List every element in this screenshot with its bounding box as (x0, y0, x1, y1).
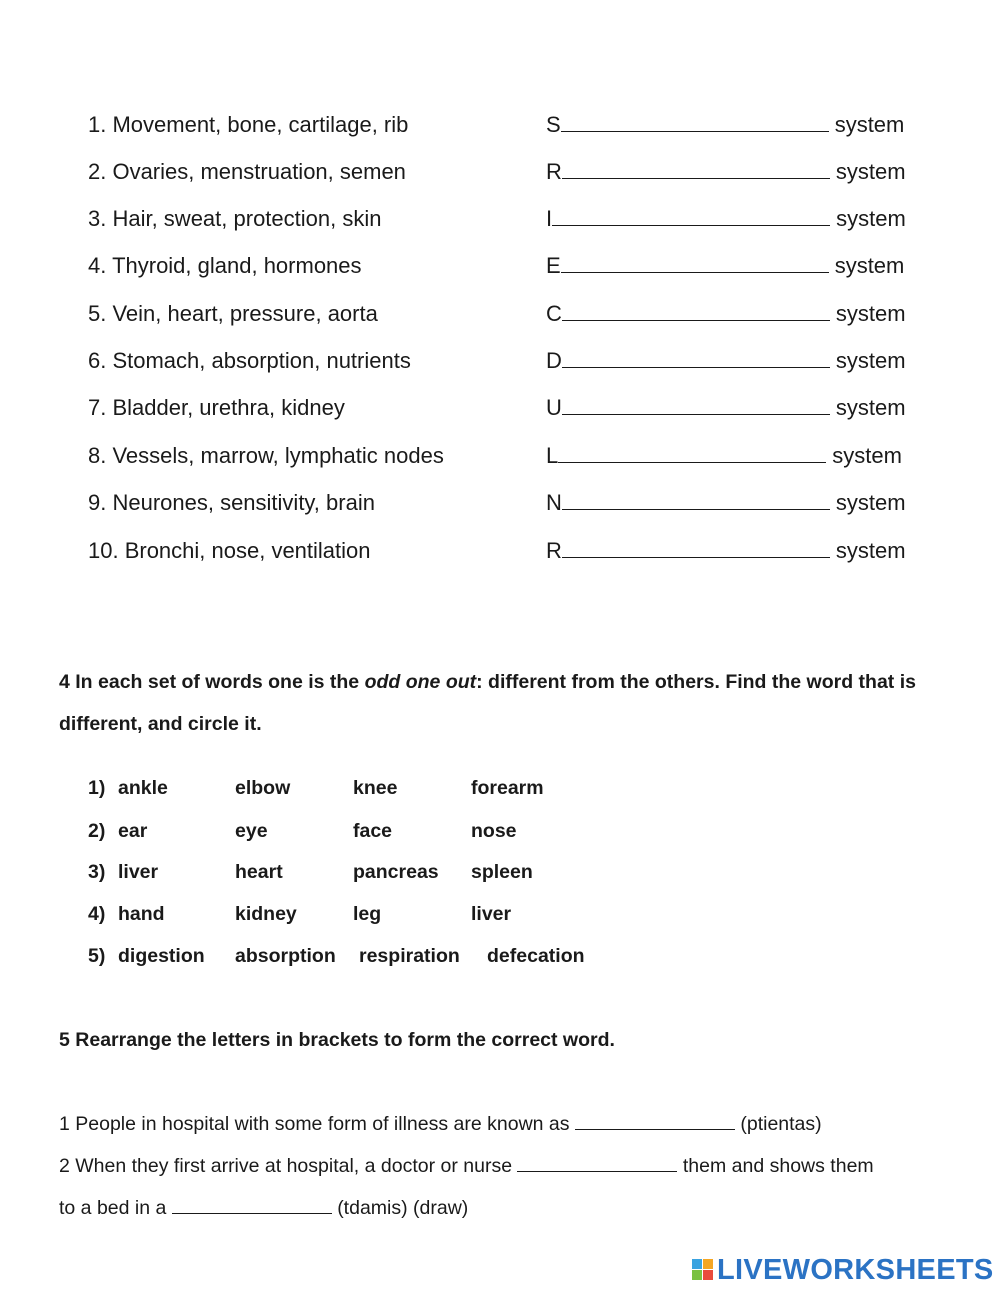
logo-square (703, 1270, 713, 1280)
sentence-1 (59, 1109, 822, 1139)
set-number: 2) (88, 820, 106, 842)
system-answer-blank[interactable] (562, 154, 830, 179)
system-answer (546, 105, 904, 145)
system-clue: 10. Bronchi, nose, ventilation (88, 538, 371, 563)
system-suffix: system (836, 206, 906, 231)
system-answer-blank[interactable] (562, 296, 830, 321)
logo-square (703, 1259, 713, 1269)
system-answer (546, 341, 906, 381)
system-answer-blank[interactable] (562, 485, 830, 510)
word-option[interactable]: defecation (487, 945, 585, 967)
logo-square (692, 1259, 702, 1269)
word-option[interactable]: ear (118, 820, 148, 842)
system-answer-blank[interactable] (561, 107, 829, 132)
system-initial: I (546, 206, 553, 231)
system-clue: 4. Thyroid, gland, hormones (88, 253, 362, 278)
word-option[interactable]: knee (353, 777, 398, 799)
system-answer (546, 246, 904, 286)
word-option[interactable]: nose (471, 820, 517, 842)
heading-text: : different from the others. Find the word that is different, and circle it. (59, 671, 916, 735)
system-suffix: system (835, 395, 906, 420)
word-option[interactable]: absorption (235, 945, 336, 967)
set-number: 5) (88, 945, 106, 967)
system-suffix: system (834, 112, 905, 137)
sentence-2 (59, 1151, 874, 1181)
system-clue: 2. Ovaries, menstruation, semen (88, 159, 406, 184)
answer-blank[interactable] (172, 1195, 332, 1214)
system-suffix: system (835, 348, 906, 373)
system-answer (546, 294, 906, 334)
system-clue: 7. Bladder, urethra, kidney (88, 395, 345, 420)
system-initial: U (546, 395, 562, 420)
system-initial: D (546, 348, 562, 373)
system-row (0, 246, 1000, 286)
system-row (0, 388, 1000, 428)
logo-square (692, 1270, 702, 1280)
system-initial: C (546, 301, 562, 326)
word-option[interactable]: digestion (118, 945, 205, 967)
answer-blank[interactable] (575, 1111, 735, 1130)
system-suffix: system (834, 253, 905, 278)
answer-blank[interactable] (517, 1153, 677, 1172)
system-suffix: system (835, 538, 906, 563)
system-clue: 8. Vessels, marrow, lymphatic nodes (88, 443, 444, 468)
system-answer (546, 483, 906, 523)
liveworksheets-logo (692, 1253, 994, 1287)
word-option[interactable]: spleen (471, 861, 533, 883)
system-answer (546, 388, 906, 428)
system-clue: 1. Movement, bone, cartilage, rib (88, 112, 409, 137)
system-row (0, 531, 1000, 571)
word-option[interactable]: respiration (359, 945, 460, 967)
system-initial: E (546, 253, 561, 278)
sentence-text: 2 When they first arrive at hospital, a doctor or nurse (59, 1155, 513, 1177)
system-row (0, 199, 1000, 239)
system-initial: N (546, 490, 562, 515)
sentence-text: them and shows them (682, 1155, 874, 1177)
system-suffix: system (832, 443, 902, 468)
system-row (0, 341, 1000, 381)
system-answer-blank[interactable] (558, 438, 826, 463)
word-option[interactable]: leg (353, 903, 382, 925)
system-initial: L (546, 443, 559, 468)
system-clue: 6. Stomach, absorption, nutrients (88, 348, 411, 373)
word-option[interactable]: elbow (235, 777, 291, 799)
hint-text: (tdamis) (draw) (337, 1197, 469, 1219)
system-suffix: system (835, 490, 906, 515)
set-number: 3) (88, 861, 106, 883)
word-option[interactable]: liver (118, 861, 159, 883)
word-option[interactable]: eye (235, 820, 268, 842)
system-initial: R (546, 538, 562, 563)
set-number: 4) (88, 903, 106, 925)
system-row (0, 152, 1000, 192)
system-answer (546, 531, 906, 571)
word-option[interactable]: hand (118, 903, 165, 925)
system-answer-blank[interactable] (562, 343, 830, 368)
system-initial: S (546, 112, 561, 137)
sentence-3 (59, 1193, 468, 1223)
section-4-heading (59, 661, 939, 745)
word-option[interactable]: heart (235, 861, 283, 883)
system-row (0, 294, 1000, 334)
system-row (0, 105, 1000, 145)
sentence-text: to a bed in a (59, 1197, 167, 1219)
system-answer-blank[interactable] (561, 248, 829, 273)
system-clue: 5. Vein, heart, pressure, aorta (88, 301, 378, 326)
section-5-heading: 5 Rearrange the letters in brackets to form the correct word. (59, 1029, 615, 1051)
system-clue: 3. Hair, sweat, protection, skin (88, 206, 382, 231)
system-answer-blank[interactable] (562, 390, 830, 415)
system-initial: R (546, 159, 562, 184)
system-answer (546, 436, 902, 476)
heading-emphasis: odd one out (364, 671, 477, 693)
system-answer (546, 152, 906, 192)
system-row (0, 436, 1000, 476)
hint-text: (ptientas) (740, 1113, 822, 1135)
word-option[interactable]: forearm (471, 777, 544, 799)
heading-text: 4 In each set of words one is the (59, 671, 365, 693)
set-number: 1) (88, 777, 106, 799)
system-clue: 9. Neurones, sensitivity, brain (88, 490, 375, 515)
logo-mark-icon (692, 1259, 714, 1281)
system-row (0, 483, 1000, 523)
system-suffix: system (835, 301, 906, 326)
system-answer-blank[interactable] (552, 201, 830, 226)
system-answer (546, 199, 906, 239)
logo-text: LIVEWORKSHEETS (717, 1253, 994, 1286)
word-option[interactable]: face (353, 820, 393, 842)
word-option[interactable]: ankle (118, 777, 168, 799)
system-suffix: system (835, 159, 906, 184)
word-option[interactable]: pancreas (353, 861, 439, 883)
system-answer-blank[interactable] (562, 533, 830, 558)
word-option[interactable]: liver (471, 903, 512, 925)
word-option[interactable]: kidney (235, 903, 297, 925)
sentence-text: 1 People in hospital with some form of illness are known as (59, 1113, 570, 1135)
